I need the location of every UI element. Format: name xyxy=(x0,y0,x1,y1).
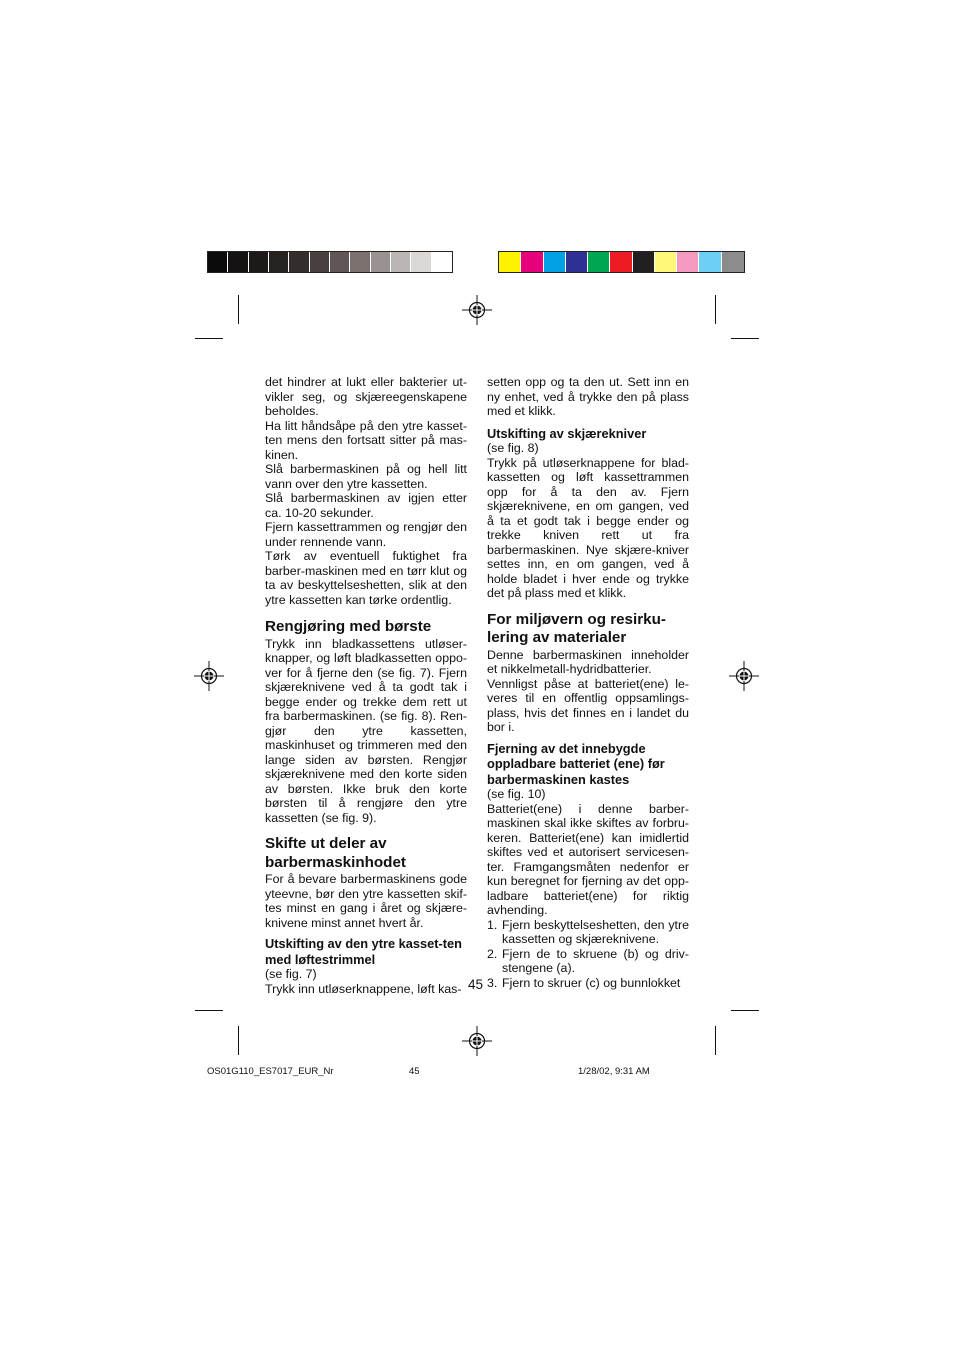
color-swatch xyxy=(411,252,431,272)
heading-kniver: Utskifting av skjærekniver xyxy=(487,425,647,441)
color-swatch xyxy=(310,252,330,272)
crop-mark xyxy=(715,1026,716,1055)
color-swatch xyxy=(655,252,677,272)
color-swatch xyxy=(610,252,632,272)
color-swatch xyxy=(699,252,721,272)
grayscale-calibration-bar xyxy=(207,251,453,273)
paragraph: Fjern kassettrammen og rengjør den under rennende vann. xyxy=(265,520,467,549)
paragraph: Slå barbermaskinen av igjen etter ca. 10-20 sekunder. xyxy=(265,491,467,520)
step-text: Fjern de to skruene (b) og driv-stengene (a). xyxy=(502,946,689,975)
registration-mark-icon xyxy=(729,661,759,691)
color-swatch xyxy=(677,252,699,272)
footer-page: 45 xyxy=(409,1066,420,1077)
color-swatch xyxy=(722,252,744,272)
step-number: 3. xyxy=(487,975,498,990)
paragraph: For å bevare barbermaskinens gode yteevne, bør den ytre kassetten skif-tes minst en gang i året og skjære-knivene minst annet hvert år. xyxy=(265,872,467,930)
step-number: 2. xyxy=(487,946,498,961)
list-item xyxy=(487,947,689,976)
color-swatch xyxy=(371,252,391,272)
color-swatch xyxy=(633,252,655,272)
figure-reference: (se fig. 8) xyxy=(487,441,539,455)
list-item xyxy=(487,918,689,947)
figure-reference: (se fig. 7) xyxy=(265,967,317,981)
heading-rengjoring: Rengjøring med børste xyxy=(265,618,432,635)
page-number: 45 xyxy=(468,977,484,992)
color-swatch xyxy=(391,252,411,272)
paragraph: Trykk inn bladkassettens utløser-knapper, og løft bladkassetten oppo-ver for å fjerne den (se fig. 7). Fjern skjæreknivene ved å ta godt tak i begge ender og trekke dem rett ut fra barbermaskinen. (se fig. 8). Ren-gjør den ytre kassetten, maskinhuset og trimmeren med den lange siden av børsten. Rengjør skjæreknivene med den korte siden av børsten. Ikke bruk den korte børsten til å rengjøre den ytre kassetten (se fig. 9). xyxy=(265,636,467,825)
color-swatch xyxy=(521,252,543,272)
paragraph: Denne barbermaskinen inneholder et nikkelmetall-hydridbatterier. xyxy=(487,647,689,676)
step-text: Fjern to skruer (c) og bunnlokket xyxy=(502,975,681,990)
registration-mark-icon xyxy=(462,1026,492,1056)
color-swatch xyxy=(544,252,566,272)
heading-utskifting-ytre: Utskifting av den ytre kasset-ten med løftestrimmel xyxy=(265,936,462,967)
crop-mark xyxy=(195,338,223,339)
footer-filename: OS01G110_ES7017_EUR_Nr xyxy=(207,1066,334,1077)
paragraph: det hindrer at lukt eller bakterier ut-vikler seg, og skjæreegenskapene beholdes. xyxy=(265,375,467,418)
color-swatch xyxy=(350,252,370,272)
footer-date: 1/28/02, 9:31 AM xyxy=(578,1066,650,1077)
color-swatch xyxy=(566,252,588,272)
color-swatch xyxy=(228,252,248,272)
color-swatch xyxy=(249,252,269,272)
registration-mark-icon xyxy=(462,295,492,325)
crop-mark xyxy=(731,338,759,339)
paragraph: Trykk på utløserknappene for blad-kassetten og løft kassettrammen opp for å ta den av. Fjern skjæreknivene, en om gangen, ved å ta et godt tak i begge ender og trekke kniven rett ut fra barbermaskinen. Nye skjære-kniver settes inn, en om gangen, ved å holde bladet i hver ende og trykke det på plass med et klikk. xyxy=(487,455,689,600)
step-number: 1. xyxy=(487,917,498,932)
heading-miljo: For miljøvern og resirku-lering av materialer xyxy=(487,610,666,646)
figure-reference: (se fig. 10) xyxy=(487,787,546,801)
crop-mark xyxy=(731,1010,759,1011)
crop-mark xyxy=(195,1010,223,1011)
crop-mark xyxy=(238,1026,239,1055)
list-item xyxy=(487,976,689,991)
color-calibration-bar xyxy=(498,251,745,273)
heading-fjerning: Fjerning av det innebygde oppladbare batteriet (ene) før barbermaskinen kastes xyxy=(487,740,665,787)
paragraph: Slå barbermaskinen på og hell litt vann over den ytre kassetten. xyxy=(265,462,467,491)
color-swatch xyxy=(499,252,521,272)
paragraph: Tørk av eventuell fuktighet fra barber-maskinen med en tørr klut og ta av beskyttelseshetten, slik at den ytre kassetten kan tørke ordentlig. xyxy=(265,549,467,607)
crop-mark xyxy=(715,295,716,324)
registration-mark-icon xyxy=(194,661,224,691)
step-text: Fjern beskyttelseshetten, den ytre kassetten og skjæreknivene. xyxy=(502,917,689,946)
paragraph: setten opp og ta den ut. Sett inn en ny enhet, ved å trykke den på plass med et klikk. xyxy=(487,375,689,418)
steps-list xyxy=(487,918,689,991)
paragraph: Trykk inn utløserknappene, løft kas- xyxy=(265,981,462,996)
paragraph: Ha litt håndsåpe på den ytre kasset-ten mens den fortsatt sitter på mas-kinen. xyxy=(265,418,467,462)
paragraph: Vennligst påse at batteriet(ene) le-veres til en offentlig oppsamlings-plass, hvis det finnes en i landet du bor i. xyxy=(487,676,689,734)
crop-mark xyxy=(238,295,239,324)
color-swatch xyxy=(432,252,452,272)
color-swatch xyxy=(208,252,228,272)
color-swatch xyxy=(269,252,289,272)
color-swatch xyxy=(588,252,610,272)
left-text-column xyxy=(265,375,467,996)
right-text-column xyxy=(487,375,689,990)
color-swatch xyxy=(330,252,350,272)
color-swatch xyxy=(289,252,309,272)
paragraph: Batteriet(ene) i denne barber-maskinen skal ikke skiftes av forbru-keren. Batteriet(ene) kan imidlertid skiftes ved et autorisert servicesen-ter. Framgangsmåten nedenfor er kun beregnet for fjerning av det opp-ladbare batteriet(ene) for riktig avhending. xyxy=(487,801,689,917)
heading-skifte: Skifte ut deler av barbermaskinhodet xyxy=(265,835,406,871)
